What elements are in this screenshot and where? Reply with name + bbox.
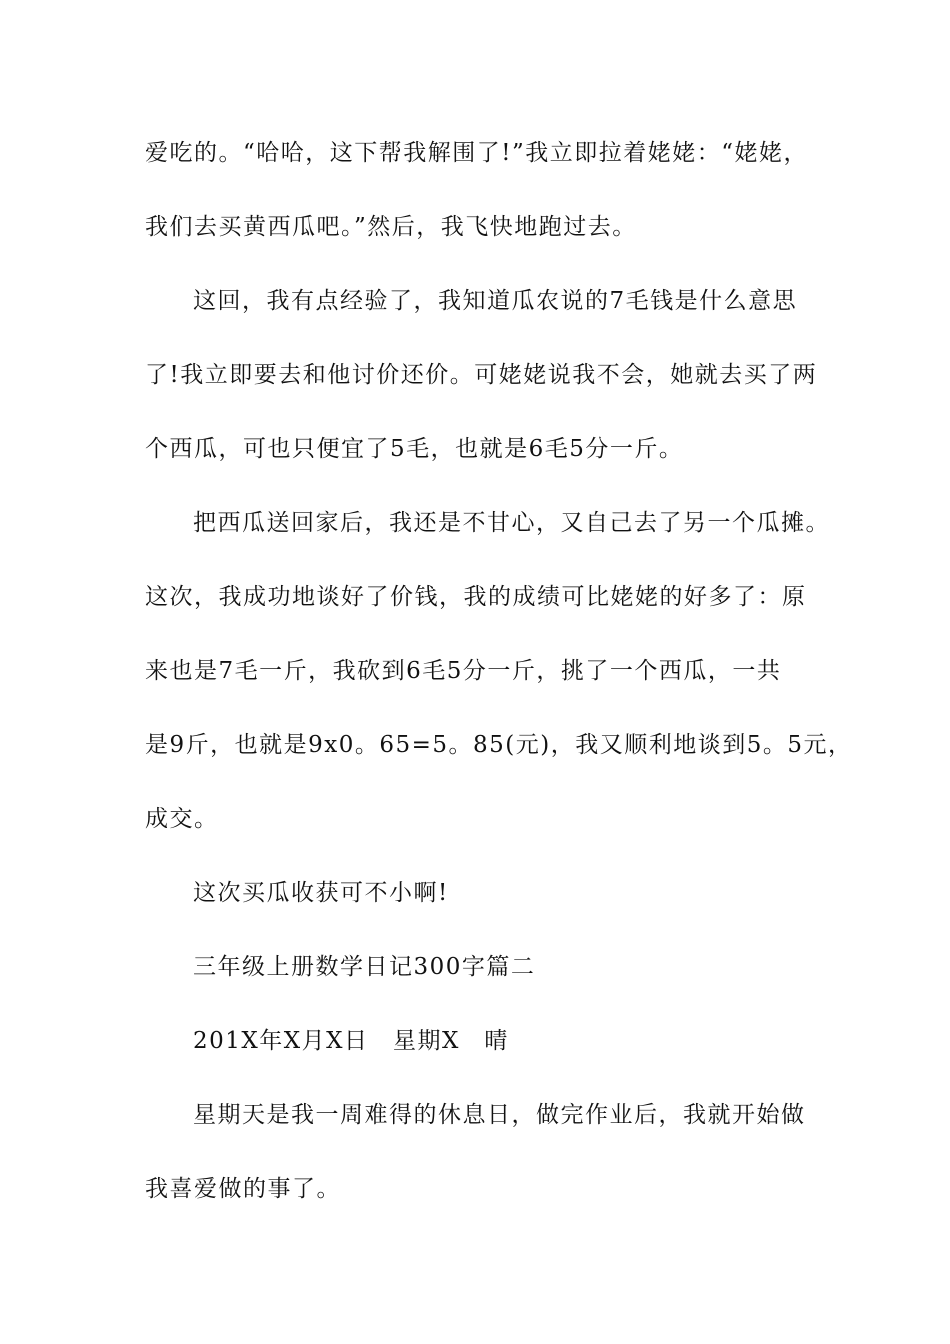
text-line: 个西瓜，可也只便宜了5毛，也就是6毛5分一斤。 — [145, 436, 684, 462]
text-line: 这次，我成功地谈好了价钱，我的成绩可比姥姥的好多了：原 — [145, 584, 807, 610]
paragraph-start: 星期天是我一周难得的休息日，做完作业后，我就开始做 — [193, 1102, 806, 1128]
text-line: 成交。 — [145, 806, 219, 832]
text-line: 是9斤，也就是9x0。65=5。85(元)，我又顺利地谈到5。5元， — [145, 732, 853, 758]
diary-date-line: 201X年X月X日 星期X 晴 — [193, 1028, 509, 1054]
text-line: 我喜爱做的事了。 — [145, 1176, 341, 1202]
text-line: 了!我立即要去和他讨价还价。可姥姥说我不会，她就去买了两 — [145, 362, 818, 388]
text-line: 来也是7毛一斤，我砍到6毛5分一斤，挑了一个西瓜，一共 — [145, 658, 782, 684]
text-line: 我们去买黄西瓜吧。”然后，我飞快地跑过去。 — [145, 214, 637, 240]
paragraph-start: 这回，我有点经验了，我知道瓜农说的7毛钱是什么意思 — [193, 288, 798, 314]
paragraph-start: 这次买瓜收获可不小啊! — [193, 880, 449, 906]
paragraph-start: 把西瓜送回家后，我还是不甘心，又自己去了另一个瓜摊。 — [193, 510, 830, 536]
section-heading: 三年级上册数学日记300字篇二 — [193, 954, 536, 980]
text-line: 爱吃的。“哈哈，这下帮我解围了!”我立即拉着姥姥：“姥姥， — [145, 140, 809, 166]
